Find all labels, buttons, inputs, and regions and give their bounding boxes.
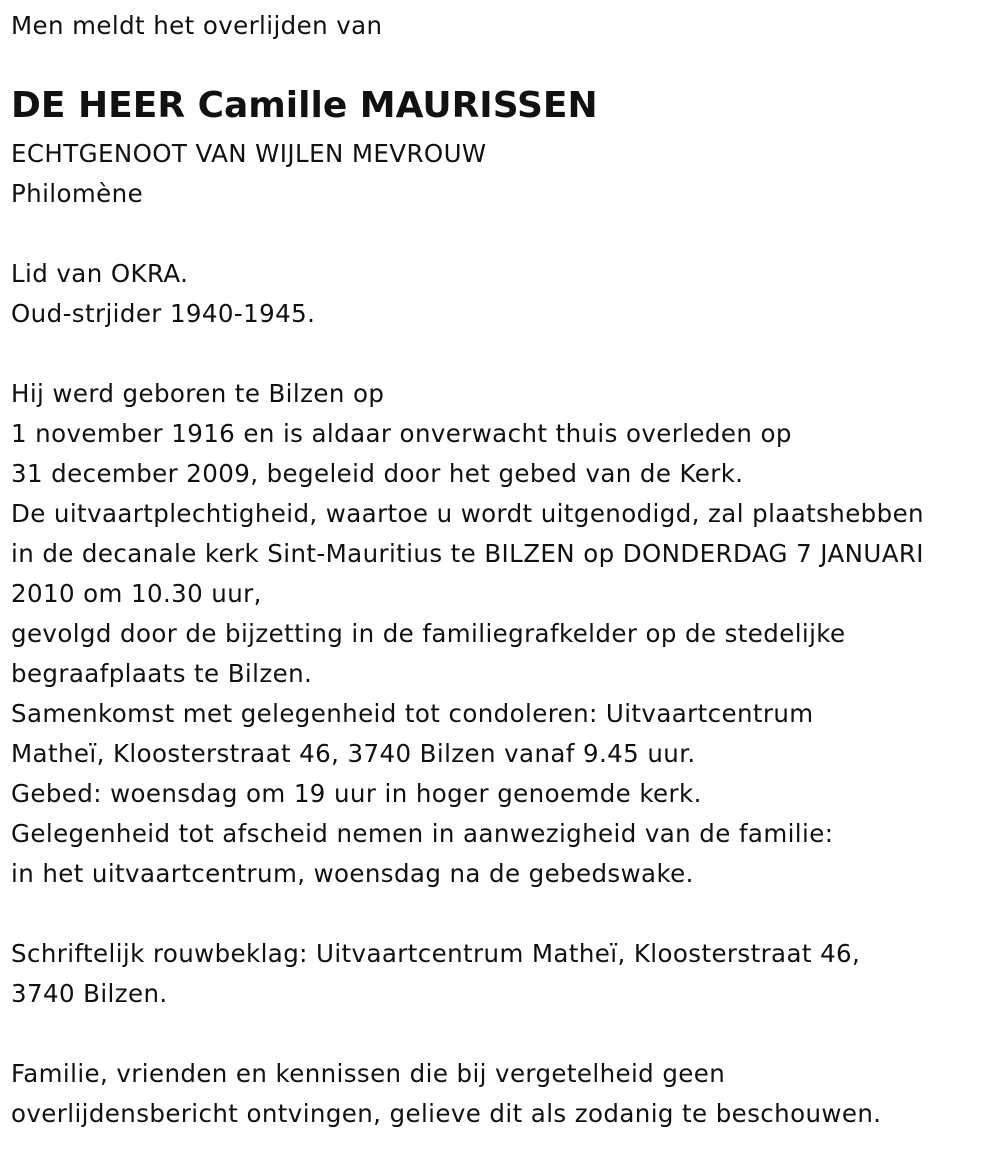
- closing-line: overlijdensbericht ontvingen, gelieve dit als zodanig te beschouwen.: [11, 1099, 882, 1128]
- spouse-block: [11, 134, 487, 214]
- memberships-block: [11, 254, 315, 334]
- announcement-line: Samenkomst met gelegenheid tot condoleren: Uitvaartcentrum: [11, 699, 814, 728]
- announcement-line: gevolgd door de bijzetting in de familiegrafkelder op de stedelijke: [11, 619, 846, 648]
- announcement-line: 2010 om 10.30 uur,: [11, 579, 262, 608]
- condolences-block: [11, 934, 860, 1014]
- announcement-line: Hij werd geboren te Bilzen op: [11, 379, 385, 408]
- closing-block: [11, 1054, 881, 1134]
- announcement-line: in het uitvaartcentrum, woensdag na de gebedswake.: [11, 859, 694, 888]
- closing-line: Familie, vrienden en kennissen die bij vergetelheid geen: [11, 1059, 726, 1088]
- announcement-line: Matheï, Kloosterstraat 46, 3740 Bilzen vanaf 9.45 uur.: [11, 739, 696, 768]
- condolences-line: Schriftelijk rouwbeklag: Uitvaartcentrum Matheï, Kloosterstraat 46,: [11, 939, 861, 968]
- spouse-name: Philomène: [11, 179, 144, 208]
- announcement-line: 1 november 1916 en is aldaar onverwacht thuis overleden op: [11, 419, 792, 448]
- announcement-line: begraafplaats te Bilzen.: [11, 659, 313, 688]
- membership-line: Lid van OKRA.: [11, 259, 189, 288]
- membership-line: Oud-strjider 1940-1945.: [11, 299, 316, 328]
- announcement-line: Gelegenheid tot afscheid nemen in aanwezigheid van de familie:: [11, 819, 834, 848]
- announcement-line: 31 december 2009, begeleid door het gebed van de Kerk.: [11, 459, 744, 488]
- announcement-line: Gebed: woensdag om 19 uur in hoger genoemde kerk.: [11, 779, 702, 808]
- announcement-line: in de decanale kerk Sint-Mauritius te BILZEN op DONDERDAG 7 JANUARI: [11, 539, 924, 568]
- spouse-line: ECHTGENOOT VAN WIJLEN MEVROUW: [11, 139, 487, 168]
- announcement-line: De uitvaartplechtigheid, waartoe u wordt uitgenodigd, zal plaatshebben: [11, 499, 924, 528]
- announcement-block: [11, 374, 924, 894]
- deceased-name: DE HEER Camille MAURISSEN: [11, 85, 598, 126]
- intro-text: Men meldt het overlijden van: [11, 11, 383, 40]
- condolences-line: 3740 Bilzen.: [11, 979, 168, 1008]
